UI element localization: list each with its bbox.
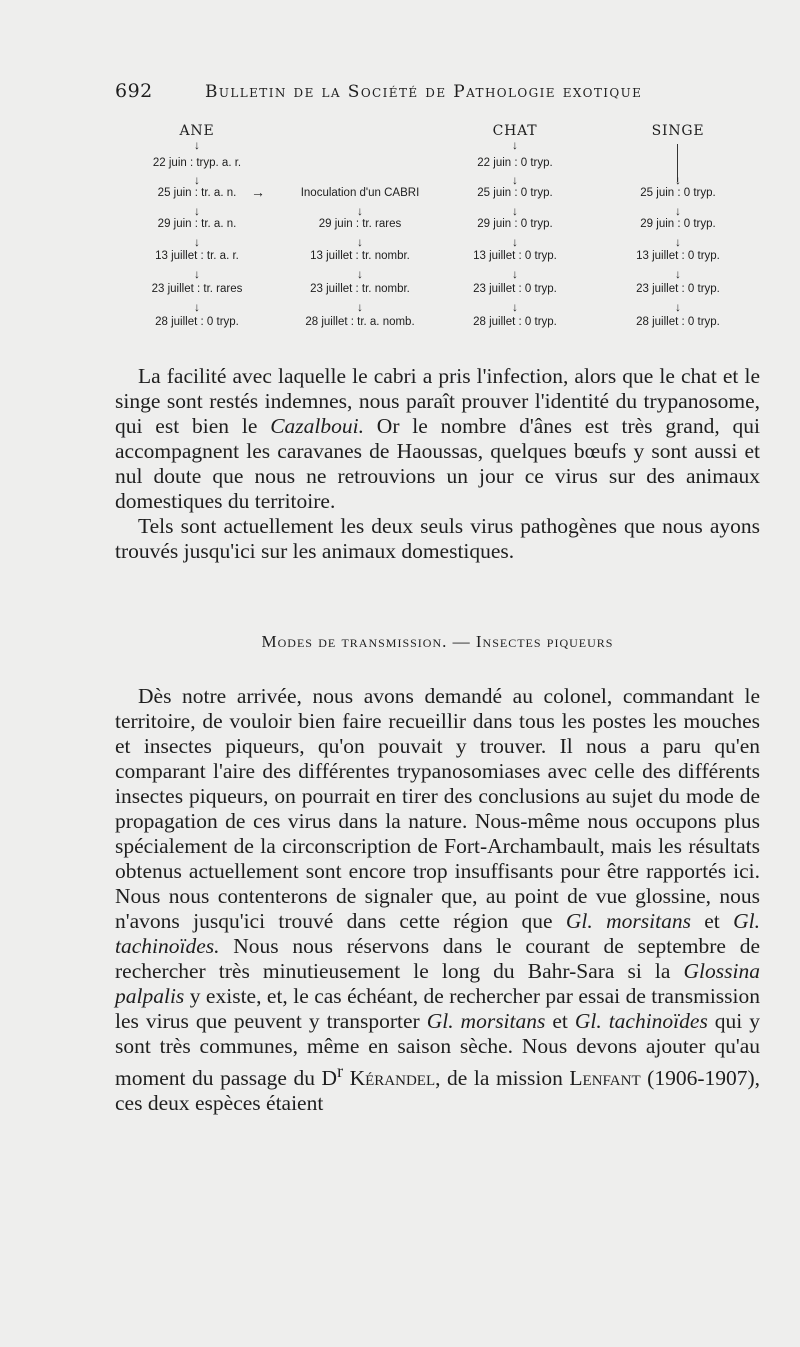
table-entry: 28 juillet : 0 tryp. [473,316,557,328]
table-entry: 29 juin : tr. a. n. [157,218,237,230]
table-entry: 13 juillet : 0 tryp. [473,250,557,262]
page-number: 692 [115,80,153,102]
column-heading: CHAT [492,123,538,139]
down-arrow-icon: ↓ [194,300,200,314]
down-arrow-icon: ↓ [675,300,681,314]
text-run: , de la mission [435,1066,570,1091]
right-arrow-icon: → [251,184,265,200]
italic-text: Gl. tachinoïdes [574,1009,708,1033]
text-run: (1906-1907), ces deux espèces étaient [115,1066,761,1116]
italic-text: Cazalboui. [270,414,364,438]
down-arrow-icon: ↓ [512,300,518,314]
down-arrow-icon: ↓ [194,235,200,249]
person-name: Kérandel [349,1066,436,1091]
italic-text: Gl. morsitans [565,909,691,933]
italic-text: Glossina palpalis [115,959,760,1008]
text-run: Dès notre arrivée, nous avons demandé au colonel, commandant le territoire, de vouloir bien faire recueillir dans tous les postes les mouches et insectes piqueurs, qu'on pouvait y trouver. Il nous a paru qu'en comparant l'aire des différentes trypanosomiases avec celle des différents insectes piqueurs, on pourrait en tirer des conclusions au sujet du mode de propagation de ces virus dans la nature. Nous-même nous occupons plus spécialement de la circonscription de Fort-Archambault, mais les résultats obtenus actuellement sont encore trop insuffisants pour être rapportés ici. Nous nous contenterons de signaler que, au point de vue glossine, nous n'avons jusqu'ici trouvé dans cette région que [115,684,760,933]
journal-title: Bulletin de la Société de Pathologie exotique [205,82,643,102]
table-entry: 23 juillet : tr. nombr. [310,283,410,295]
down-arrow-icon: ↓ [512,235,518,249]
paragraph-group-1 [115,364,760,564]
column-heading: SINGE [651,123,705,139]
down-arrow-icon: ↓ [357,300,363,314]
paragraph [115,364,760,514]
down-arrow-icon: ↓ [194,267,200,281]
paragraph: Tels sont actuellement les deux seuls virus pathogènes que nous ayons trouvés jusqu'ici sur les animaux domestiques. [115,514,760,563]
down-arrow-icon: ↓ [512,267,518,281]
text-run: et [545,1009,575,1033]
down-arrow-icon: ↓ [512,138,518,152]
down-arrow-icon: ↓ [512,204,518,218]
italic-text: Gl. tachinoïdes. [115,909,760,958]
running-head [0,80,800,104]
column-heading: ANE [179,123,215,139]
person-name: Lenfant [569,1066,641,1091]
table-entry: 25 juin : tr. a. n. [157,187,237,199]
down-arrow-icon: ↓ [357,235,363,249]
down-arrow-icon: ↓ [675,267,681,281]
infection-table [0,120,800,340]
table-entry: 22 juin : tryp. a. r. [152,157,242,169]
table-entry: 25 juin : 0 tryp. [640,187,716,199]
table-entry: 29 juin : 0 tryp. [640,218,716,230]
table-entry: 23 juillet : tr. rares [151,283,243,295]
column-heading: Inoculation d'un CABRI [300,187,420,199]
paragraph-group-2 [115,684,760,1116]
paragraph [115,684,760,1116]
superscript: r [337,1061,344,1081]
section-heading: Modes de transmission. — Insectes piqueurs [261,632,614,651]
down-arrow-icon: ↓ [512,173,518,187]
table-entry: 23 juillet : 0 tryp. [473,283,557,295]
italic-text: Gl. morsitans [426,1009,546,1033]
table-entry: 28 juillet : 0 tryp. [636,316,720,328]
table-entry: 13 juillet : tr. a. r. [155,250,239,262]
text-run: Or le nombre d'ânes est très grand, qui accompagnent les caravanes de Haoussas, quelques bœufs y sont aussi et nul doute que nous ne retrouvions un jour ce virus sur des animaux domestiques du territoire. [115,414,760,513]
table-entry: 28 juillet : tr. a. nomb. [305,316,415,328]
text-run: La facilité avec laquelle le cabri a pris l'infection, alors que le chat et le singe sont restés indemnes, nous paraît prouver l'identité du trypanosome, qui est bien le [115,364,760,438]
text-run: Nous nous réservons dans le courant de septembre de rechercher très minutieusement le long du Bahr-Sara si la [115,934,760,983]
table-entry: 13 juillet : 0 tryp. [636,250,720,262]
down-arrow-icon: ↓ [194,138,200,152]
down-arrow-icon: ↓ [194,173,200,187]
table-entry: 25 juin : 0 tryp. [477,187,553,199]
table-entry: 29 juin : 0 tryp. [477,218,553,230]
text-run: qui y sont très communes, même en saison sèche. Nous devons ajouter qu'au moment du passage du D [115,1009,760,1091]
down-arrow-icon: ↓ [357,204,363,218]
down-arrow-icon: ↓ [675,235,681,249]
down-arrow-icon: ↓ [194,204,200,218]
down-arrow-icon: ↓ [675,204,681,218]
text-run: et [690,909,734,933]
table-entry: 29 juin : tr. rares [318,218,402,230]
table-entry: 22 juin : 0 tryp. [477,157,553,169]
down-arrow-icon: ↓ [675,173,681,187]
text-run: y existe, et, le cas échéant, de rechercher par essai de transmission les virus que peuvent y transporter [115,984,760,1033]
table-entry: 13 juillet : tr. nombr. [310,250,410,262]
down-arrow-icon: ↓ [357,267,363,281]
table-entry: 28 juillet : 0 tryp. [155,316,239,328]
table-entry: 23 juillet : 0 tryp. [636,283,720,295]
